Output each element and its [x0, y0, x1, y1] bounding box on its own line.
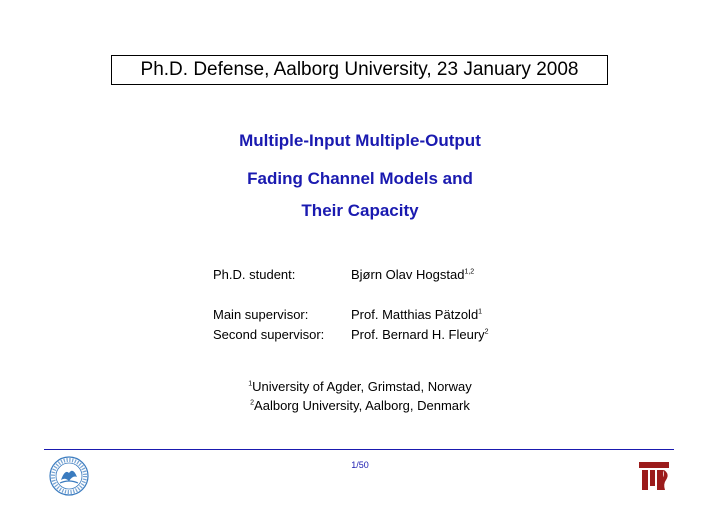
- student-name-text: Bjørn Olav Hogstad: [351, 267, 465, 282]
- student-name: [351, 267, 474, 282]
- second-supervisor-name-text: Prof. Bernard H. Fleury: [351, 327, 485, 342]
- presentation-header: Ph.D. Defense, Aalborg University, 23 January 2008: [111, 55, 608, 85]
- main-supervisor-label: Main supervisor:: [213, 307, 309, 322]
- footer-divider: [44, 449, 674, 450]
- affiliation-2-text: Aalborg University, Aalborg, Denmark: [254, 398, 470, 413]
- title-line-3: Their Capacity: [301, 201, 419, 220]
- second-supervisor-label: Second supervisor:: [213, 327, 325, 342]
- page-number: 1/50: [351, 460, 369, 470]
- affiliation-1-superscript: 1: [248, 380, 253, 388]
- title-line-1: Multiple-Input Multiple-Output: [239, 131, 481, 150]
- affiliation-2: [0, 398, 720, 413]
- affiliation-2-superscript: 2: [250, 399, 255, 407]
- main-supervisor-name-text: Prof. Matthias Pätzold: [351, 307, 479, 322]
- title-line-2: Fading Channel Models and: [247, 169, 473, 188]
- student-superscript: 1,2: [464, 268, 475, 276]
- main-supervisor-name: [351, 307, 482, 322]
- second-supervisor-name: [351, 327, 489, 342]
- affiliation-1-text: University of Agder, Grimstad, Norway: [252, 379, 472, 394]
- affiliation-1: [0, 379, 720, 394]
- student-label: Ph.D. student:: [213, 267, 296, 282]
- second-supervisor-superscript: 2: [484, 328, 489, 336]
- main-supervisor-superscript: 1: [478, 308, 483, 316]
